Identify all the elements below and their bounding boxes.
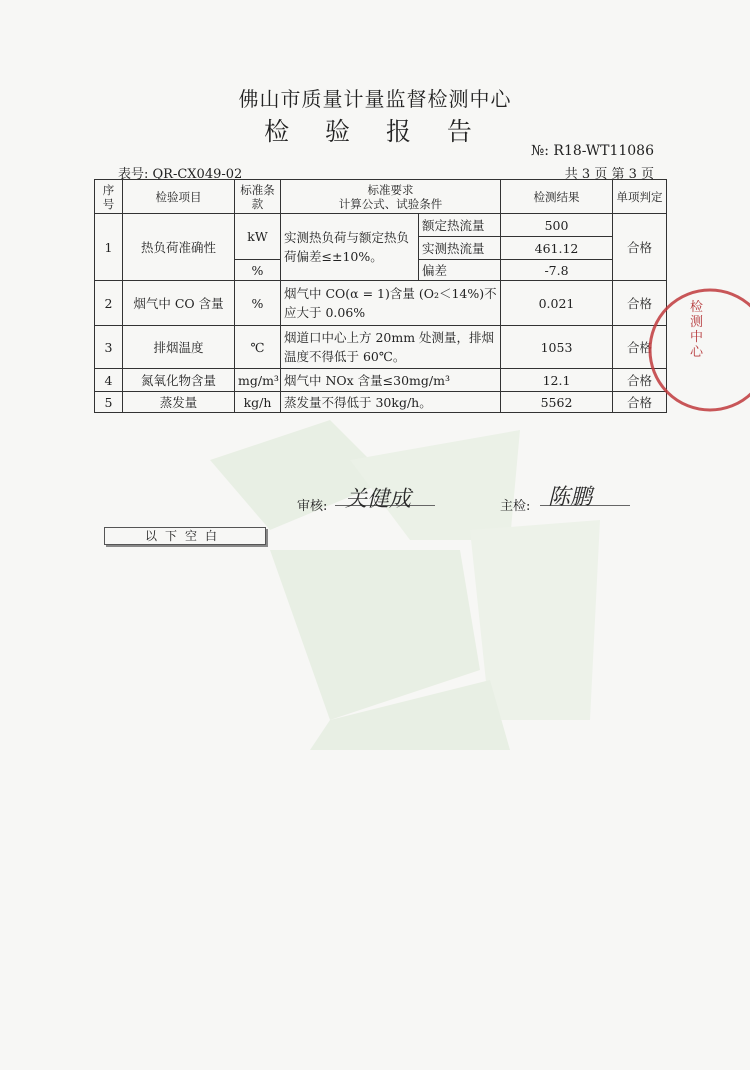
row-result: 500 xyxy=(501,214,613,237)
page-count: 共 3 页 第 3 页 xyxy=(564,167,654,182)
row-judgement: 合格 xyxy=(613,326,667,369)
row-no: 5 xyxy=(95,392,123,413)
row-judgement: 合格 xyxy=(613,214,667,281)
form-number: 表号: QR-CX049-02 xyxy=(118,167,243,182)
sub-label: 实测热流量 xyxy=(419,237,501,260)
header-requirement: 标准要求 计算公式、试验条件 xyxy=(281,180,501,214)
row-no: 1 xyxy=(95,214,123,281)
row-result: 12.1 xyxy=(501,369,613,392)
row-no: 3 xyxy=(95,326,123,369)
watermark-logo xyxy=(210,420,610,750)
table-row xyxy=(95,326,667,369)
reviewer-signature: 关健成 xyxy=(345,487,412,512)
row-requirement: 烟气中 CO(α = 1)含量 (O₂＜14%)不应大于 0.06% xyxy=(281,281,501,326)
sub-label: 偏差 xyxy=(419,260,501,281)
report-title: 检 验 报 告 xyxy=(264,117,486,146)
table-header-row xyxy=(95,180,667,214)
header-judgement: 单项判定 xyxy=(613,180,667,214)
sub-label: 额定热流量 xyxy=(419,214,501,237)
row-result: 1053 xyxy=(501,326,613,369)
row-unit: mg/m³ xyxy=(235,369,281,392)
organization-name: 佛山市质量计量监督检测中心 xyxy=(238,87,512,111)
row-unit: kg/h xyxy=(235,392,281,413)
header-clause: 标准条款 xyxy=(235,180,281,214)
inspection-table xyxy=(94,179,667,413)
report-number: №: R18-WT11086 xyxy=(531,143,654,159)
row-judgement: 合格 xyxy=(613,281,667,326)
row-item: 氮氧化物含量 xyxy=(123,369,235,392)
row-requirement: 实测热负荷与额定热负荷偏差≤±10%。 xyxy=(281,214,419,281)
reviewer-label: 审核: xyxy=(297,499,328,514)
table-row xyxy=(95,281,667,326)
row-no: 4 xyxy=(95,369,123,392)
row-result: 5562 xyxy=(501,392,613,413)
header-result: 检测结果 xyxy=(501,180,613,214)
row-requirement: 烟气中 NOx 含量≤30mg/m³ xyxy=(281,369,501,392)
row-unit: % xyxy=(235,260,281,281)
row-item: 热负荷准确性 xyxy=(123,214,235,281)
row-item: 烟气中 CO 含量 xyxy=(123,281,235,326)
row-result: -7.8 xyxy=(501,260,613,281)
row-result: 0.021 xyxy=(501,281,613,326)
row-item: 蒸发量 xyxy=(123,392,235,413)
row-judgement: 合格 xyxy=(613,369,667,392)
inspector-label: 主检: xyxy=(500,499,531,514)
row-requirement: 烟道口中心上方 20mm 处测量，排烟温度不得低于 60℃。 xyxy=(281,326,501,369)
row-no: 2 xyxy=(95,281,123,326)
table-row xyxy=(95,369,667,392)
row-unit: % xyxy=(235,281,281,326)
header-item: 检验项目 xyxy=(123,180,235,214)
table-row xyxy=(95,214,667,237)
header-no: 序号 xyxy=(95,180,123,214)
row-result: 461.12 xyxy=(501,237,613,260)
row-requirement: 蒸发量不得低于 30kg/h。 xyxy=(281,392,501,413)
stamp-text: 检测中心 xyxy=(690,300,704,360)
blank-below-note: 以下空白 xyxy=(104,527,266,545)
row-judgement: 合格 xyxy=(613,392,667,413)
row-item: 排烟温度 xyxy=(123,326,235,369)
inspector-signature: 陈鹏 xyxy=(548,485,593,510)
row-unit: kW xyxy=(235,214,281,260)
row-unit: ℃ xyxy=(235,326,281,369)
table-row xyxy=(95,392,667,413)
